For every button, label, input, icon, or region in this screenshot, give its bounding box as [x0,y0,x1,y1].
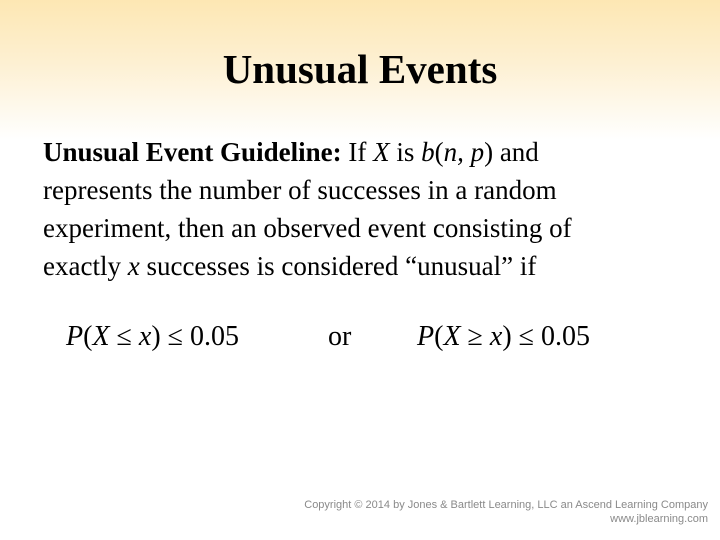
formula-p: P [417,321,435,352]
text-open-paren: ( [434,137,444,167]
formula-upper-tail [417,314,590,360]
guideline-label: Unusual Event Guideline: [43,137,342,167]
website-line: www.jblearning.com [610,513,708,525]
formula-lower-x: x [138,321,152,352]
text-and: ) and [484,137,539,167]
var-p: p [470,137,485,167]
text-successes-unusual: successes is considered “unusual” if [139,251,537,281]
formula-connector: or [328,321,352,352]
var-n: n, [443,137,464,167]
var-lower-x: x [127,251,140,281]
text-space [464,137,471,167]
slide-title: Unusual Events [222,46,498,92]
formula-p: P [66,321,84,352]
paragraph-line-4 [43,247,693,285]
copyright-footer [304,498,708,526]
formula-capital-x: X [92,321,110,352]
paragraph-line-3: experiment, then an observed event consisting of [43,213,572,243]
formula-lower-x: x [489,321,503,352]
paragraph-line-1 [43,133,693,171]
formula-rhs: ) ≤ 0.05 [151,321,240,352]
formula-leq: ≤ [109,321,139,352]
formula-geq: ≥ [460,321,490,352]
formula-capital-x: X [443,321,461,352]
formula-open: ( [434,321,444,352]
var-b: b [421,137,435,167]
guideline-paragraph [43,133,693,285]
text-if: If [341,137,374,167]
text-exactly: exactly [43,251,128,281]
formula-rhs: ) ≤ 0.05 [502,321,591,352]
formula-lower-tail [66,314,239,360]
text-is: is [389,137,422,167]
copyright-line: Copyright © 2014 by Jones & Bartlett Learning, LLC an Ascend Learning Company [304,499,708,511]
paragraph-line-2: represents the number of successes in a random [43,175,557,205]
formula-open: ( [83,321,93,352]
var-capital-x: X [373,137,390,167]
formula-row [0,314,720,360]
